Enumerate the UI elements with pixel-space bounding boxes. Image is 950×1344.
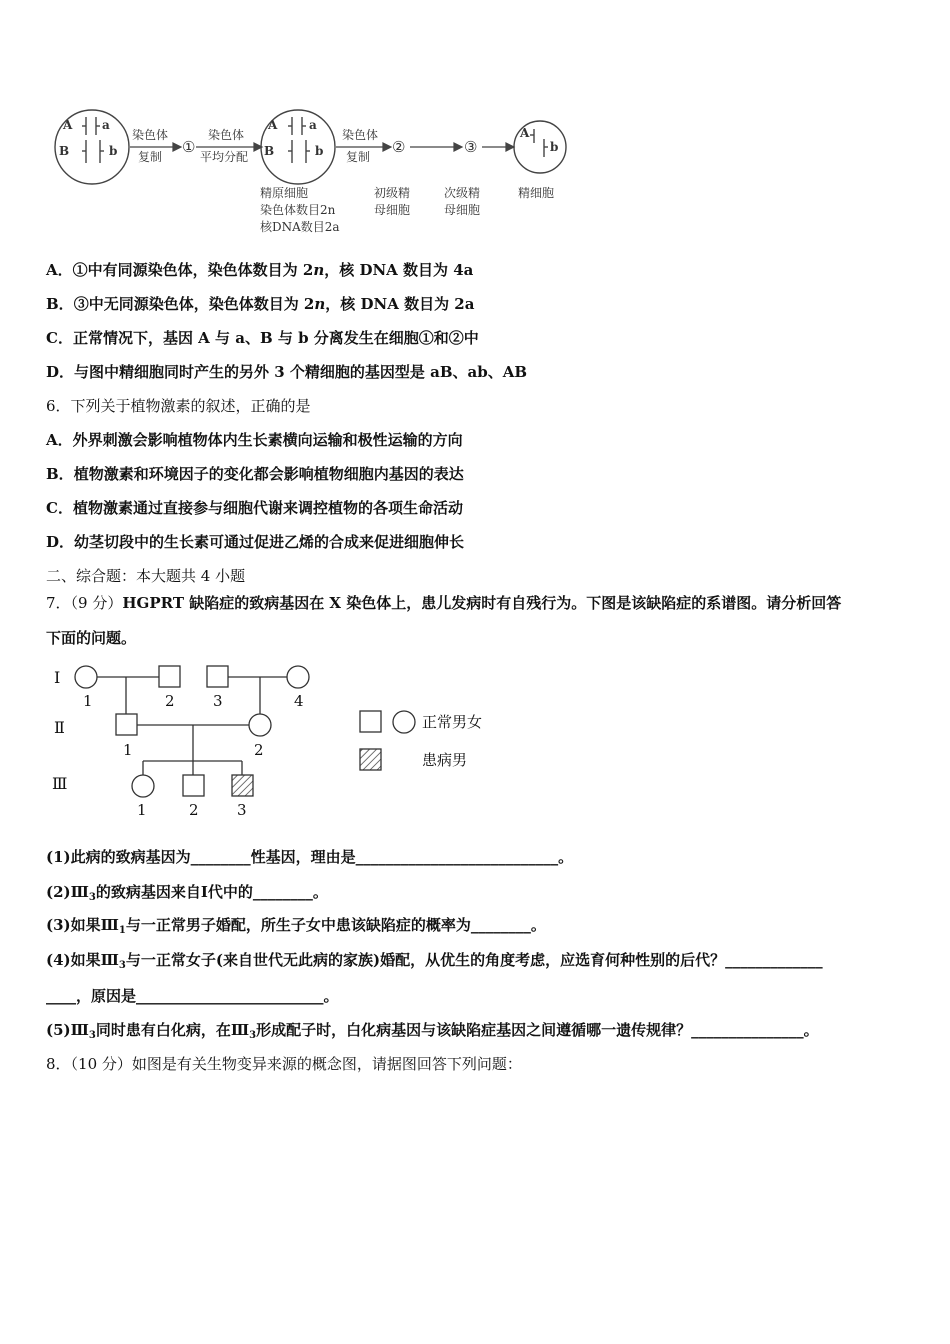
III-1-number: 1 bbox=[137, 801, 147, 819]
step1-marker: ① bbox=[182, 138, 196, 156]
II-2-female bbox=[249, 714, 271, 736]
q5-option-d: D．与图中精细胞同时产生的另外 3 个精细胞的基因型是 aB、ab、AB bbox=[46, 363, 528, 381]
legend-normal-label: 正常男女 bbox=[422, 713, 483, 731]
III-3-affected-male bbox=[232, 775, 253, 796]
arrow2-label-bottom: 平均分配 bbox=[200, 150, 249, 164]
chromosome-count-label: 染色体数目2n bbox=[260, 203, 336, 217]
legend-affected-male bbox=[360, 749, 381, 770]
section-heading: 二、综合题：本大题共 4 小题 bbox=[46, 567, 246, 585]
q7-sub1: (1)此病的致病基因为________性基因，理由是___________________________。 bbox=[46, 848, 574, 866]
cell1-gene-a: a bbox=[102, 118, 110, 132]
sperm-gene-b: b bbox=[550, 140, 559, 154]
q7-sub5: $(5)Ⅲ_3$同时患有白化病，在$Ⅲ_3$形成配子时，白化病基因与该缺陷症基因之间遵循哪一遗传规律？_______________。 bbox=[46, 1021, 819, 1041]
q7-stem-line2: 下面的问题。 bbox=[46, 629, 137, 647]
sperm-cell-label: 精细胞 bbox=[518, 186, 555, 200]
I-1-number: 1 bbox=[83, 692, 93, 710]
arrow1-label-top: 染色体 bbox=[132, 128, 169, 142]
q5-option-a: A．①中有同源染色体，染色体数目为 2n，核 DNA 数目为 4a bbox=[46, 261, 474, 279]
I-4-number: 4 bbox=[294, 692, 304, 710]
q6-option-d: D．幼茎切段中的生长素可通过促进乙烯的合成来促进细胞伸长 bbox=[46, 533, 465, 551]
II-1-number: 1 bbox=[123, 741, 133, 759]
generation-II-label: Ⅱ bbox=[54, 718, 65, 737]
I-4-female bbox=[287, 666, 309, 688]
generation-I-label: Ⅰ bbox=[54, 668, 61, 687]
secondary-spermatocyte-label-2: 母细胞 bbox=[444, 203, 481, 217]
arrow3-label-top: 染色体 bbox=[342, 128, 379, 142]
spermatogonium-label: 精原细胞 bbox=[260, 186, 309, 200]
III-2-male bbox=[183, 775, 204, 796]
q7-sub2: $(2)Ⅲ_3$的致病基因来自Ⅰ代中的________。 bbox=[46, 883, 328, 903]
secondary-spermatocyte-label-1: 次级精 bbox=[444, 186, 481, 200]
sperm-gene-A: A bbox=[520, 126, 530, 140]
cell2-gene-a: a bbox=[309, 118, 317, 132]
I-3-male bbox=[207, 666, 228, 687]
I-1-female bbox=[75, 666, 97, 688]
q6-stem: 6．下列关于植物激素的叙述，正确的是 bbox=[46, 397, 311, 415]
arrow2-label-top: 染色体 bbox=[208, 128, 245, 142]
q5-option-c: C．正常情况下，基因 A 与 a、B 与 b 分离发生在细胞①和②中 bbox=[46, 329, 479, 347]
q7-sub4-line2: ____，原因是_________________________。 bbox=[46, 987, 339, 1005]
III-2-number: 2 bbox=[189, 801, 199, 819]
cell2-gene-A: A bbox=[268, 118, 278, 132]
pedigree-chart bbox=[46, 655, 516, 825]
II-2-number: 2 bbox=[254, 741, 264, 759]
cell1-gene-b: b bbox=[109, 144, 118, 158]
cell2-gene-B: B bbox=[264, 144, 275, 158]
q5-option-b: B．③中无同源染色体，染色体数目为 2n，核 DNA 数目为 2a bbox=[46, 295, 475, 313]
legend-normal-male bbox=[360, 711, 381, 732]
dna-count-label: 核DNA数目2a bbox=[260, 220, 340, 234]
III-1-female bbox=[132, 775, 154, 797]
legend-normal-female bbox=[393, 711, 415, 733]
II-1-male bbox=[116, 714, 137, 735]
q6-option-b: B．植物激素和环境因子的变化都会影响植物细胞内基因的表达 bbox=[46, 465, 464, 483]
q7-stem-line1: 7．（9 分）HGPRT 缺陷症的致病基因在 X 染色体上，患儿发病时有自残行为。下图是该缺陷症的系谱图。请分析回答 bbox=[46, 594, 842, 612]
q6-option-a: A．外界刺激会影响植物体内生长素横向运输和极性运输的方向 bbox=[46, 431, 463, 449]
I-2-number: 2 bbox=[165, 692, 175, 710]
q6-option-c: C．植物激素通过直接参与细胞代谢来调控植物的各项生命活动 bbox=[46, 499, 463, 517]
q7-sub4-line1: (4)如果$Ⅲ_3$与一正常女子(来自世代无此病的家族)婚配，从优生的角度考虑，应选育何种性别的后代？_____________ bbox=[46, 951, 823, 971]
I-3-number: 3 bbox=[213, 692, 223, 710]
legend-affected-label: 患病男 bbox=[422, 751, 468, 769]
generation-III-label: Ⅲ bbox=[52, 774, 68, 793]
cell1-gene-A: A bbox=[63, 118, 73, 132]
arrow1-label-bottom: 复制 bbox=[138, 150, 163, 164]
primary-spermatocyte-label-1: 初级精 bbox=[374, 186, 411, 200]
cell2-gene-b: b bbox=[315, 144, 324, 158]
cell1-gene-B: B bbox=[59, 144, 70, 158]
step2-marker: ② bbox=[392, 138, 406, 156]
step3-marker: ③ bbox=[464, 138, 478, 156]
q8-stem: 8．（10 分）如图是有关生物变异来源的概念图，请据图回答下列问题： bbox=[46, 1055, 522, 1073]
primary-spermatocyte-label-2: 母细胞 bbox=[374, 203, 411, 217]
I-2-male bbox=[159, 666, 180, 687]
III-3-number: 3 bbox=[237, 801, 247, 819]
arrow3-label-bottom: 复制 bbox=[346, 150, 371, 164]
meiosis-diagram bbox=[50, 105, 590, 240]
q7-sub3: (3)如果$Ⅲ_1$与一正常男子婚配，所生子女中患该缺陷症的概率为________。 bbox=[46, 916, 546, 936]
